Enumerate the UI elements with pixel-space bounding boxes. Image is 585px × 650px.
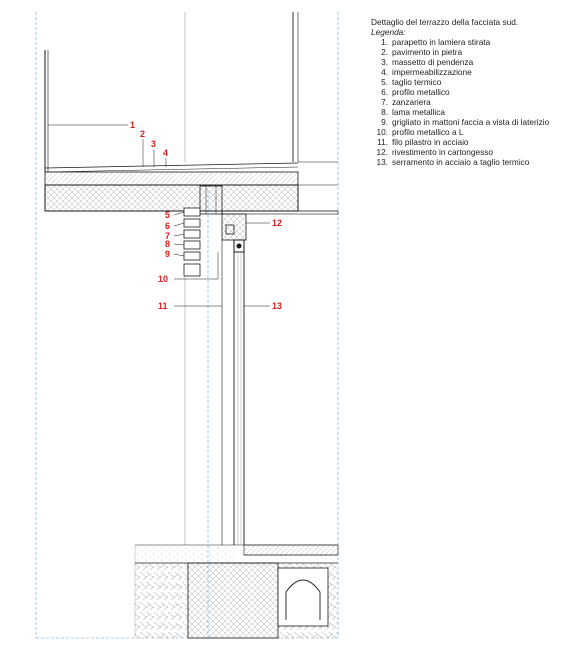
legend-item-number: 13. (376, 157, 388, 167)
callout-3: 3 (151, 139, 157, 149)
legend-item-number: 11. (377, 137, 388, 147)
legend-item-number: 2. (381, 47, 388, 57)
legend-item-text: profilo metallico a L (392, 127, 464, 137)
callout-13: 13 (272, 301, 283, 311)
terrace-slab (45, 163, 338, 214)
legend-item-number: 10. (376, 127, 388, 137)
legend-item (371, 57, 581, 67)
callout-11: 11 (158, 301, 168, 311)
legend-item-text: taglio termico (392, 77, 442, 87)
legend-item (371, 37, 581, 47)
callout-6: 6 (165, 221, 171, 231)
legend-item-number: 6. (381, 87, 388, 97)
legend-item (371, 97, 581, 107)
callout-7: 7 (165, 231, 171, 241)
legend-item-text: rivestimento in cartongesso (392, 147, 493, 157)
legend-item (371, 107, 581, 117)
brick-grille (184, 208, 200, 276)
legend-item (371, 87, 581, 97)
legend-item-number: 8. (381, 107, 388, 117)
callout-4: 4 (163, 148, 169, 158)
legend-item (371, 77, 581, 87)
callout-5: 5 (165, 210, 171, 220)
legend-item (371, 157, 581, 167)
legend-item (371, 67, 581, 77)
legend-item (371, 117, 581, 127)
callout-8: 8 (165, 239, 171, 249)
legend-item-text: massetto di pendenza (392, 57, 474, 67)
legend-item (371, 147, 581, 157)
legend-item-text: zanzariera (392, 97, 431, 107)
legend-item-number: 12. (376, 147, 388, 157)
legend-item-number: 7. (381, 97, 388, 107)
ground-floor (135, 545, 338, 638)
legend-item (371, 127, 581, 137)
callout-numbers (130, 120, 282, 311)
column-and-window (185, 240, 244, 545)
legend-subtitle: Legenda: (371, 27, 406, 37)
legend-item (371, 137, 581, 147)
legend-item-text: profilo metallico (392, 87, 450, 97)
legend-item-number: 9. (381, 117, 388, 127)
legend-item-text: pavimento in pietra (392, 47, 463, 57)
legend-title: Dettaglio del terrazzo della facciata sud. (371, 17, 519, 27)
legend-list (371, 37, 581, 167)
legend-item-number: 1. (381, 37, 388, 47)
callout-12: 12 (272, 218, 283, 228)
legend-item-text: grigliato in mattoni faccia a vista di laterizio (392, 117, 550, 127)
legend-panel (371, 17, 581, 167)
legend-item-number: 5. (381, 77, 388, 87)
callout-1: 1 (130, 120, 136, 130)
legend-item-text: impermeabilizzazione (392, 67, 472, 77)
legend-item-text: filo pilastro in acciaio (392, 137, 469, 147)
callout-2: 2 (140, 129, 146, 139)
legend-item (371, 47, 581, 57)
callout-9: 9 (165, 249, 171, 259)
legend-item-number: 3. (381, 57, 388, 67)
legend-item-text: parapetto in lamiera stirata (392, 37, 491, 47)
parapet (45, 12, 338, 172)
legend-item-number: 4. (381, 67, 388, 77)
legend-item-text: serramento in acciaio a taglio termico (392, 157, 530, 167)
callout-10: 10 (158, 274, 169, 284)
legend-item-text: lama metallica (392, 107, 446, 117)
